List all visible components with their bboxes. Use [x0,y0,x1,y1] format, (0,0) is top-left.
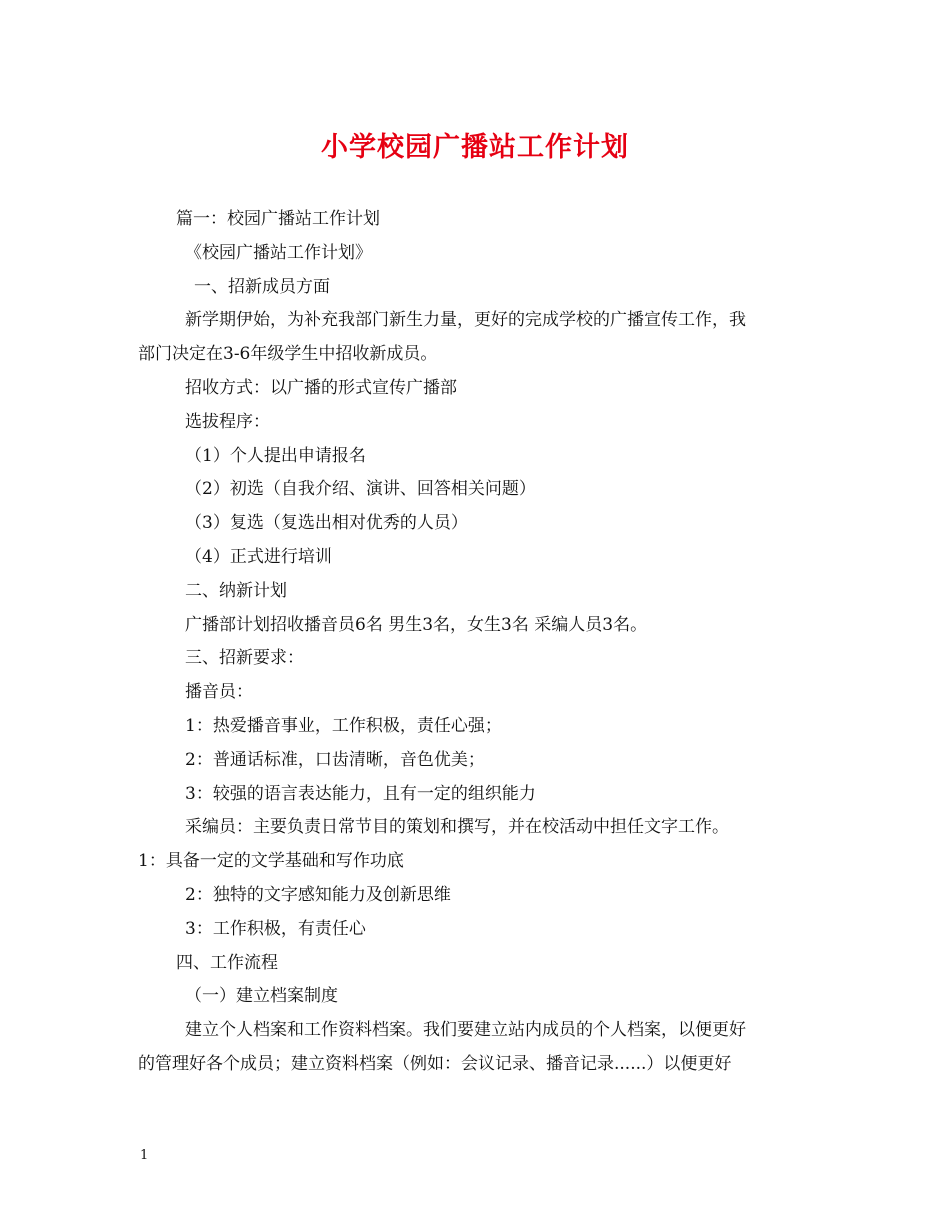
list-item: 3：较强的语言表达能力，且有一定的组织能力 [185,783,536,804]
paragraph-line: 选拔程序： [185,411,270,432]
paragraph-line: 的管理好各个成员；建立资料档案（例如：会议记录、播音记录......）以便更好 [138,1053,732,1074]
document-subtitle: 《校园广播站工作计划》 [185,242,372,263]
section-heading: 三、招新要求： [185,648,304,669]
list-item: 1：具备一定的文学基础和写作功底 [138,851,404,872]
list-item: 2：普通话标准，口齿清晰，音色优美； [185,749,485,770]
section-heading: 二、纳新计划 [185,580,287,601]
list-item: （4）正式进行培训 [185,546,332,567]
list-item: （2）初选（自我介绍、演讲、回答相关问题） [185,479,536,500]
paragraph-line: 采编员：主要负责日常节目的策划和撰写，并在校活动中担任文字工作。 [185,817,729,838]
section-heading: 四、工作流程 [176,952,278,973]
section-heading: 篇一：校园广播站工作计划 [176,209,380,229]
document-body [138,203,818,1082]
page-number: 1 [140,1148,149,1163]
list-item: （1）个人提出申请报名 [185,445,366,466]
paragraph-line: 招收方式：以广播的形式宣传广播部 [185,377,457,398]
paragraph-line: 建立个人档案和工作资料档案。我们要建立站内成员的个人档案，以便更好 [185,1020,746,1041]
list-item: （3）复选（复选出相对优秀的人员） [185,513,468,534]
list-item: 3：工作积极，有责任心 [185,918,366,939]
paragraph-line: 广播部计划招收播音员6名 男生3名，女生3名 采编人员3名。 [185,614,648,635]
paragraph-line: 部门决定在3-6年级学生中招收新成员。 [138,344,438,365]
list-item: 2：独特的文字感知能力及创新思维 [185,884,451,905]
section-heading: 一、招新成员方面 [194,276,330,297]
section-heading: （一）建立档案制度 [185,986,338,1007]
document-title: 小学校园广播站工作计划 [321,132,629,163]
list-item: 1：热爱播音事业，工作积极，责任心强； [185,715,502,736]
paragraph-line: 播音员： [185,682,253,703]
paragraph-line: 新学期伊始，为补充我部门新生力量，更好的完成学校的广播宣传工作，我 [185,310,746,331]
